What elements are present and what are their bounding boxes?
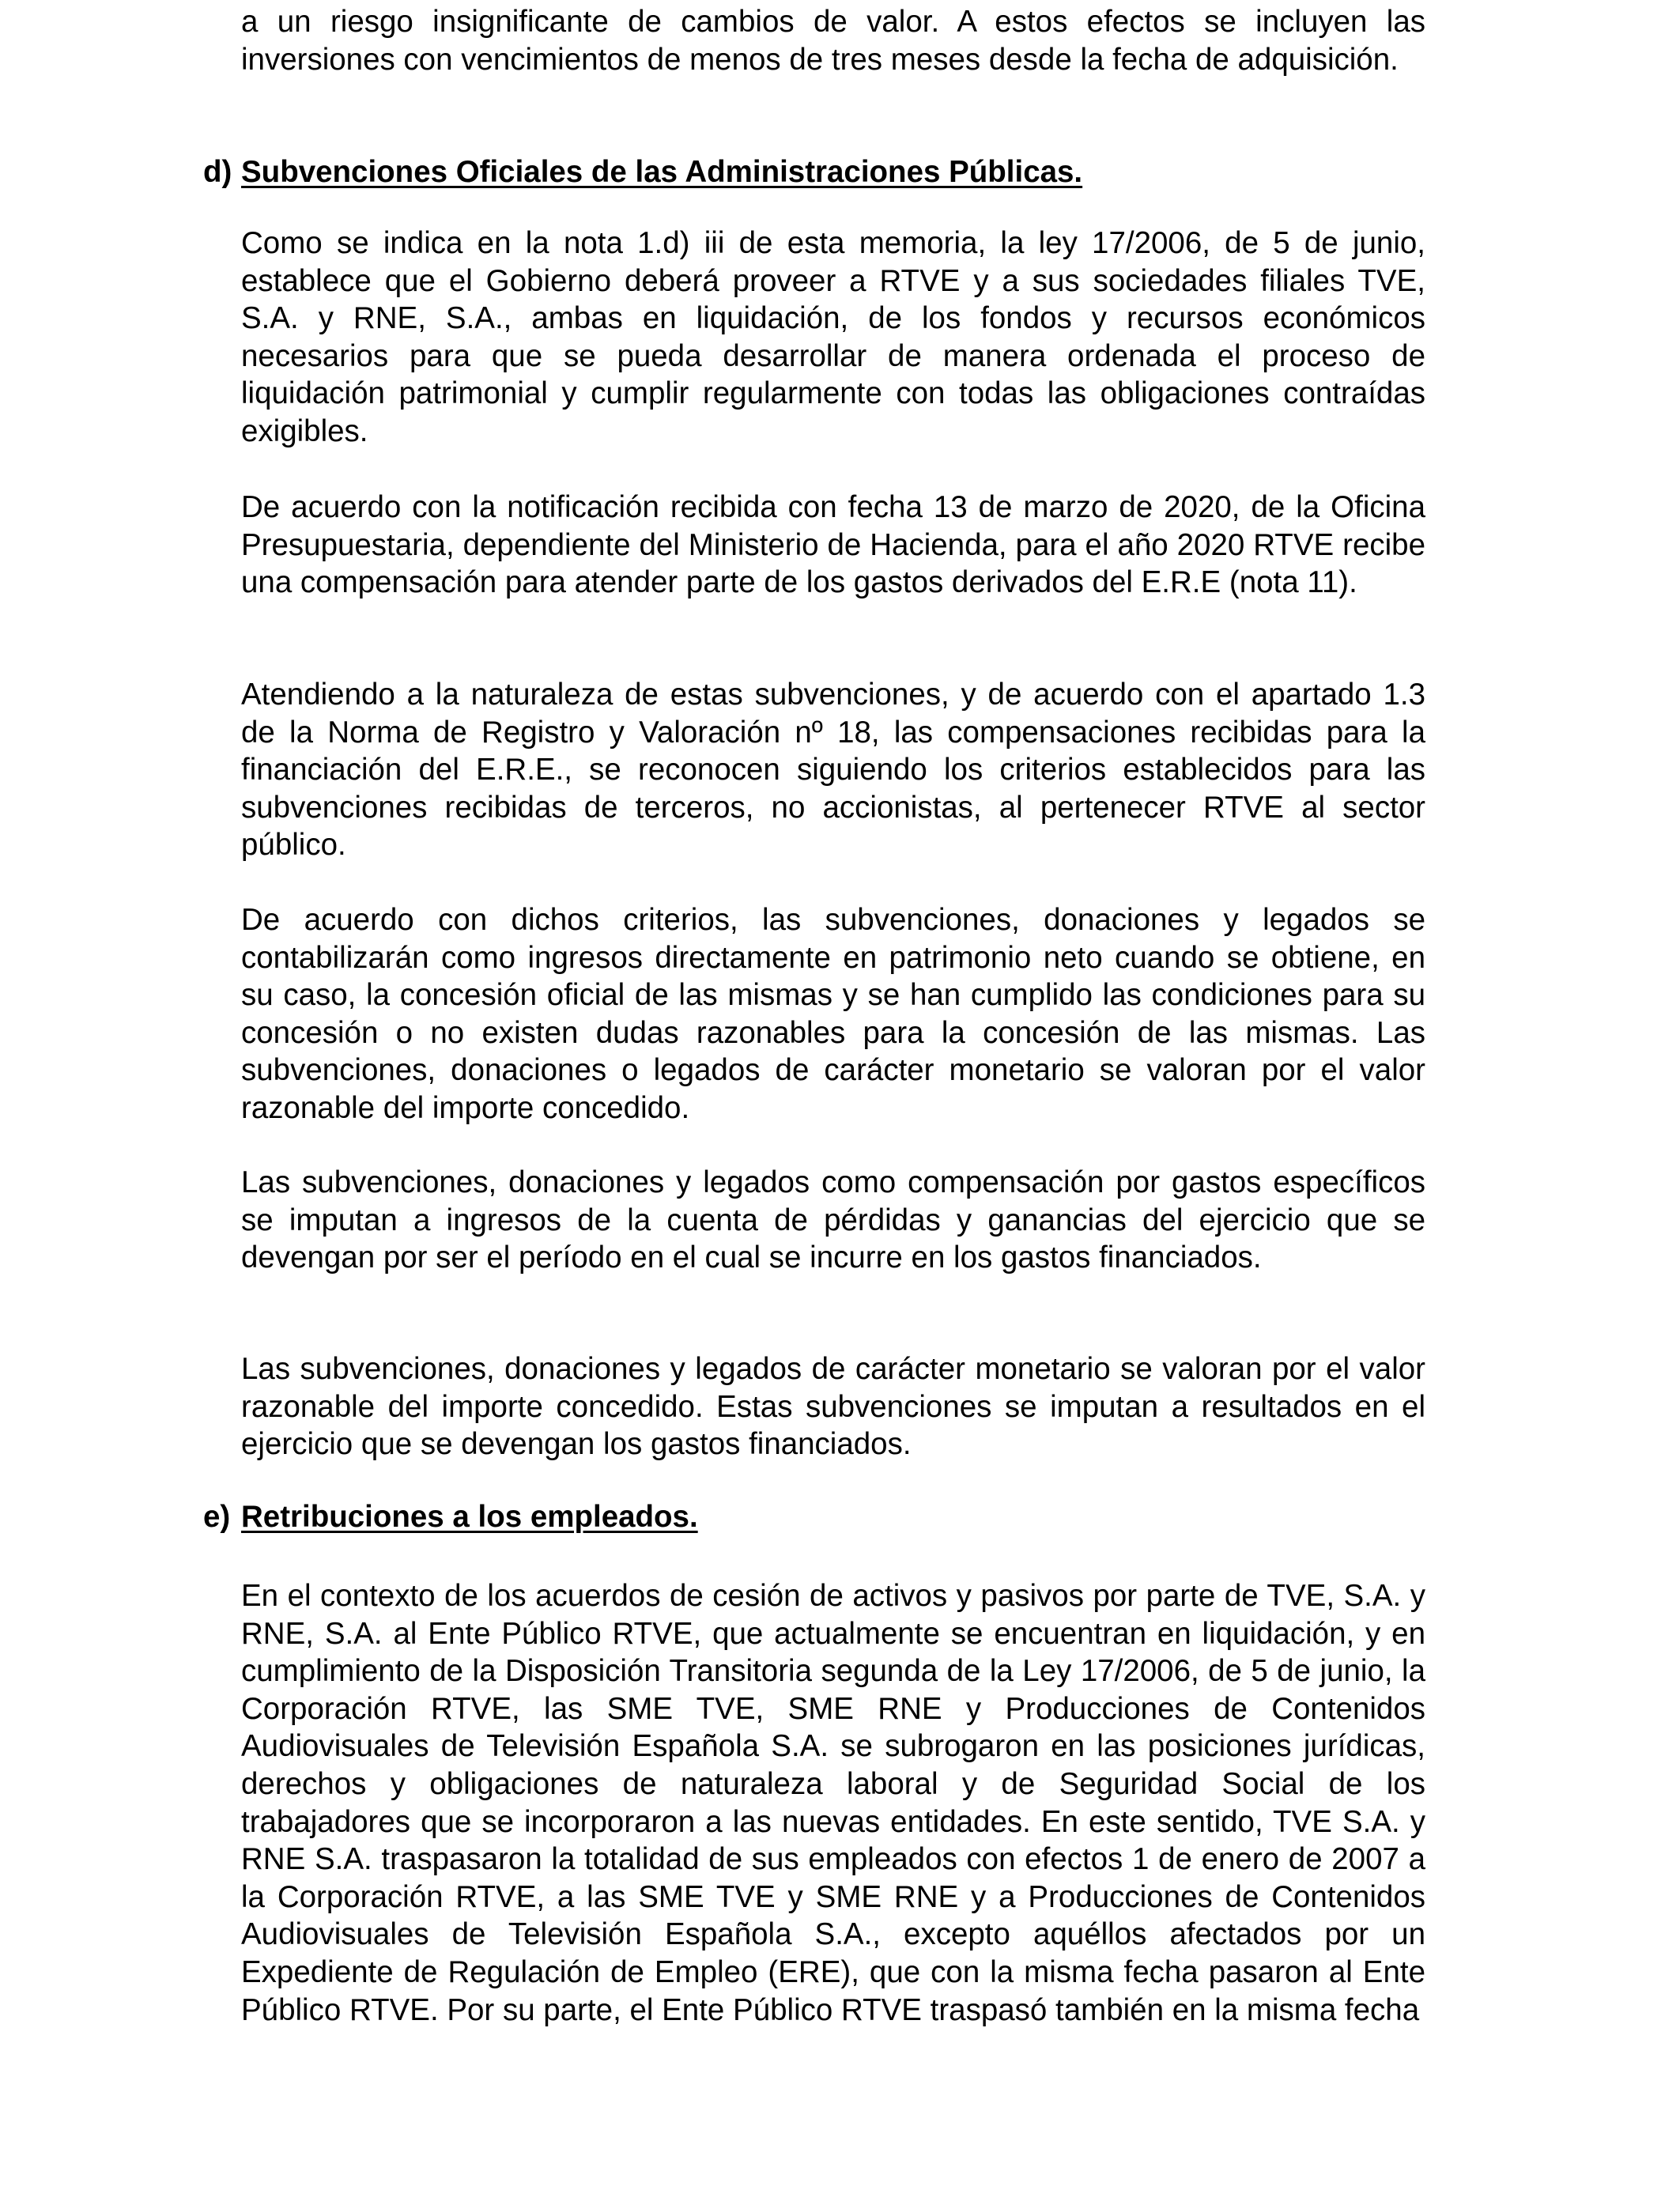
section-e-heading bbox=[203, 1498, 698, 1536]
section-e-paragraph-1: En el contexto de los acuerdos de cesión de activos y pasivos por parte de TVE, S.A. y RNE, S.A. al Ente Público RTVE, que actualmente se encuentran en liquidación, y en cumplimiento de la Disposición Transitoria segunda de la Ley 17/2006, de 5 de junio, la Corporación RTVE, las SME TVE, SME RNE y Producciones de Contenidos Audiovisuales de Televisión Española S.A. se subrogaron en las posiciones jurídicas, derechos y obligaciones de naturaleza laboral y de Seguridad Social de los trabajadores que se incorporaron a las nuevas entidades. En este sentido, TVE S.A. y RNE S.A. traspasaron la totalidad de sus empleados con efectos 1 de enero de 2007 a la Corporación RTVE, a las SME TVE y SME RNE y a Producciones de Contenidos Audiovisuales de Televisión Española S.A., excepto aquéllos afectados por un Expediente de Regulación de Empleo (ERE), que con la misma fecha pasaron al Ente Público RTVE. Por su parte, el Ente Público RTVE traspasó también en la misma fecha bbox=[241, 1579, 1425, 2027]
section-d-paragraph-3: Atendiendo a la naturaleza de estas subvenciones, y de acuerdo con el apartado 1.3 de la Norma de Registro y Valoración nº 18, las compensaciones recibidas para la financiación del E.R.E., se reconocen siguiendo los criterios establecidos para las subvenciones recibidas de terceros, no accionistas, al pertenecer RTVE al sector público. bbox=[241, 678, 1425, 863]
section-d-paragraph-4: De acuerdo con dichos criterios, las subvenciones, donaciones y legados se contabilizarán como ingresos directamente en patrimonio neto cuando se obtiene, en su caso, la concesión oficial de las mismas y se han cumplido las condiciones para su concesión o no existen dudas razonables para la concesión de las mismas. Las subvenciones, donaciones o legados de carácter monetario se valoran por el valor razonable del importe concedido. bbox=[241, 903, 1425, 1125]
section-e-letter: e) bbox=[203, 1500, 231, 1534]
section-d-heading bbox=[203, 153, 1082, 191]
intro-paragraph: a un riesgo insignificante de cambios de valor. A estos efectos se incluyen las inversiones con vencimientos de menos de tres meses desde la fecha de adquisición. bbox=[241, 5, 1425, 77]
section-d-letter: d) bbox=[203, 155, 232, 189]
section-e-title: Retribuciones a los empleados. bbox=[241, 1500, 698, 1534]
section-d-paragraph-2: De acuerdo con la notificación recibida con fecha 13 de marzo de 2020, de la Oficina Presupuestaria, dependiente del Ministerio de Hacienda, para el año 2020 RTVE recibe una compensación para atender parte de los gastos derivados del E.R.E (nota 11). bbox=[241, 490, 1425, 600]
section-d-paragraph-1: Como se indica en la nota 1.d) iii de esta memoria, la ley 17/2006, de 5 de junio, establece que el Gobierno deberá proveer a RTVE y a sus sociedades filiales TVE, S.A. y RNE, S.A., ambas en liquidación, de los fondos y recursos económicos necesarios para que se pueda desarrollar de manera ordenada el proceso de liquidación patrimonial y cumplir regularmente con todas las obligaciones contraídas exigibles. bbox=[241, 226, 1425, 448]
section-d-paragraph-5: Las subvenciones, donaciones y legados como compensación por gastos específicos se imputan a ingresos de la cuenta de pérdidas y ganancias del ejercicio que se devengan por ser el período en el cual se incurre en los gastos financiados. bbox=[241, 1165, 1425, 1275]
section-d-title: Subvenciones Oficiales de las Administraciones Públicas. bbox=[241, 155, 1083, 189]
section-d-paragraph-6: Las subvenciones, donaciones y legados de carácter monetario se valoran por el valor razonable del importe concedido. Estas subvenciones se imputan a resultados en el ejercicio que se devengan los gastos financiados. bbox=[241, 1352, 1425, 1462]
